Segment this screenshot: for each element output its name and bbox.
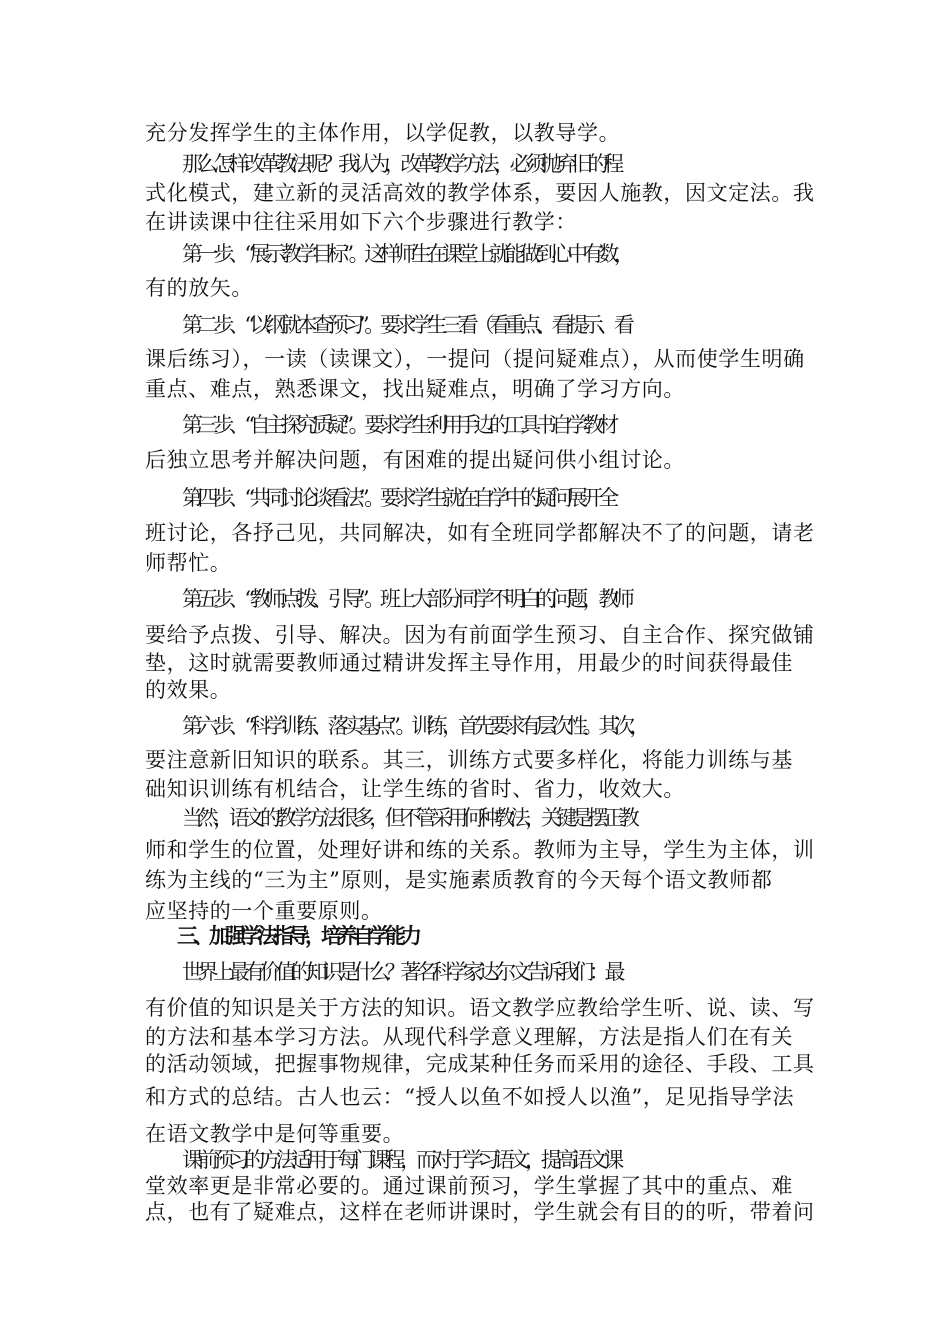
text-line: 点，也有了疑难点，这样在老师讲课时，学生就会有目的的听，带着问 [145,1200,815,1224]
text-line: 第三步、“自主探究质疑”。要求学生利用手边的工具书自学教材 [182,413,614,437]
text-line: 第五步、“教师点拨、引导”。班上大部分同学不明白的问题，教师 [182,587,630,611]
text-line: 堂效率更是非常必要的。通过课前预习，学生掌握了其中的重点、难 [145,1174,793,1198]
text-line: 练为主线的“三为主”原则，是实施素质教育的今天每个语文教师都 [145,868,773,892]
text-line: 的活动领域，把握事物规律，完成某种任务而采用的途径、手段、工具 [145,1052,815,1076]
text-line: 第六步、“科学训练、落实基点”。训练，首先要求有层次性。其次， [182,714,646,738]
text-line: 有的放矢。 [145,276,253,300]
text-line: 要注意新旧知识的联系。其三，训练方式要多样化，将能力训练与基 [145,748,793,772]
text-line: 第一步、“展示教学目标”。这样师生在课堂上就能做到心中有数， [182,242,630,266]
text-line: 的方法和基本学习方法。从现代科学意义理解，方法是指人们在有关 [145,1025,793,1049]
text-line: 那么怎样改革教法呢？我认为，改革教学方法，必须抛弃旧的程 [182,152,619,176]
text-line: 要给予点拨、引导、解决。因为有前面学生预习、自主合作、探究做铺 [145,623,815,647]
section-heading: 三、加强学法指导，培养自学能力 [177,923,417,948]
text-line: 的效果。 [145,678,232,702]
text-line: 班讨论，各抒己见，共同解决，如有全班同学都解决不了的问题，请老 [145,521,815,545]
text-line: 第四步、“共同讨论谈看法”。要求学生就在自学中的疑问展开全 [182,486,614,510]
text-line: 重点、难点，熟悉课文，找出疑难点，明确了学习方向。 [145,377,685,401]
text-line: 垫，这时就需要教师通过精讲发挥主导作用，用最少的时间获得最佳 [145,651,793,675]
text-line: 师和学生的位置，处理好讲和练的关系。教师为主导，学生为主体，训 [145,838,815,862]
text-line: 课前预习的方法适用于每门课程，而对于学习语文，提高语文课 [182,1148,619,1172]
text-line: 后独立思考并解决问题，有困难的提出疑问供小组讨论。 [145,448,685,472]
text-line: 式化模式，建立新的灵活高效的教学体系，要因人施教，因文定法。我 [145,181,815,205]
text-line: 有价值的知识是关于方法的知识。语文教学应教给学生听、说、读、写 [145,996,815,1020]
text-line: 第二步、“以纲就本查预习”。要求学生三看（看重点、看提示、看 [182,313,630,337]
text-line: 础知识训练有机结合，让学生练的省时、省力，收效大。 [145,777,685,801]
text-line: 在讲读课中往往采用如下六个步骤进行教学： [145,210,577,234]
text-line: 充分发挥学生的主体作用，以学促教，以教导学。 [145,121,621,145]
text-line: 和方式的总结。古人也云：“授人以鱼不如授人以渔”，足见指导学法 [145,1085,795,1109]
text-line: 在语文教学中是何等重要。 [145,1122,405,1146]
text-line: 师帮忙。 [145,551,232,575]
text-line: 世界上最有价值的知识是什么？著名科学家达.尔文告诉我们：最 [182,960,621,984]
text-line: 应坚持的一个重要原则。 [145,899,383,923]
text-line: 当然，语文的教学方法很多，但不管采用何种教法，关键是摆正教 [182,806,635,830]
text-line: 课后练习），一读（读课文），一提问（提问疑难点），从而使学生明确 [145,347,805,371]
